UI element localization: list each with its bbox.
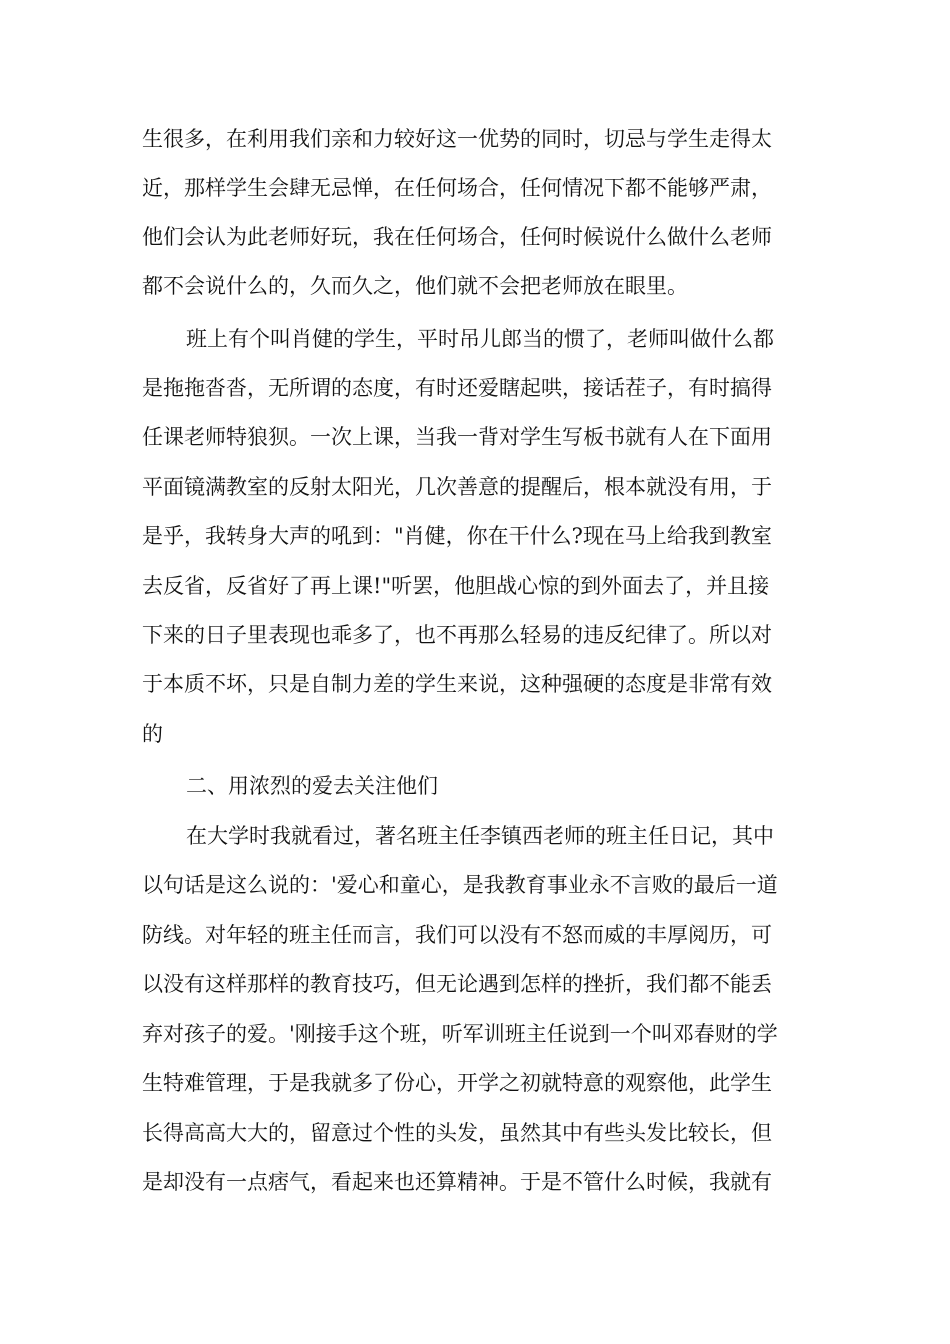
text-line: 近，那样学生会肆无忌惮，在任何场合，任何情况下都不能够严肃， [142,176,772,200]
text-line: 班上有个叫肖健的学生，平时吊儿郎当的惯了，老师叫做什么都 [186,327,774,351]
text-line: 去反省，反省好了再上课!"听罢，他胆战心惊的到外面去了，并且接 [142,574,770,598]
text-line: 生特难管理，于是我就多了份心，开学之初就特意的观察他，此学生 [142,1071,772,1095]
text-line: 于本质不坏，只是自制力差的学生来说，这种强硬的态度是非常有效 [142,672,772,696]
text-line: 在大学时我就看过，著名班主任李镇西老师的班主任日记，其中 [186,824,774,848]
text-line: 下来的日子里表现也乖多了，也不再那么轻易的违反纪律了。所以对 [142,623,772,647]
text-line: 他们会认为此老师好玩，我在任何场合，任何时候说什么做什么老师 [142,225,772,249]
text-line: 以没有这样那样的教育技巧，但无论遇到怎样的挫折，我们都不能丢 [142,972,772,996]
text-line: 的 [142,722,163,746]
text-line: 是乎，我转身大声的吼到："肖健，你在干什么?现在马上给我到教室 [142,524,772,548]
text-line: 以句话是这么说的：'爱心和童心，是我教育事业永不言败的最后一道 [142,873,778,897]
text-line: 都不会说什么的，久而久之，他们就不会把老师放在眼里。 [142,274,688,298]
text-line: 防线。对年轻的班主任而言，我们可以没有不怒而威的丰厚阅历，可 [142,923,772,947]
text-line: 长得高高大大的，留意过个性的头发，虽然其中有些头发比较长，但 [142,1121,772,1145]
text-line: 是却没有一点痞气，看起来也还算精神。于是不管什么时候，我就有 [142,1170,772,1194]
text-line: 任课老师特狼狈。一次上课，当我一背对学生写板书就有人在下面用 [142,425,772,449]
text-line: 平面镜满教室的反射太阳光，几次善意的提醒后，根本就没有用，于 [142,475,772,499]
text-line: 生很多，在利用我们亲和力较好这一优势的同时，切忌与学生走得太 [142,127,772,151]
section-heading: 二、用浓烈的爱去关注他们 [186,774,438,798]
text-line: 是拖拖沓沓，无所谓的态度，有时还爱瞎起哄，接话茬子，有时搞得 [142,376,772,400]
text-line: 弃对孩子的爱。'刚接手这个班，听军训班主任说到一个叫邓春财的学 [142,1022,778,1046]
